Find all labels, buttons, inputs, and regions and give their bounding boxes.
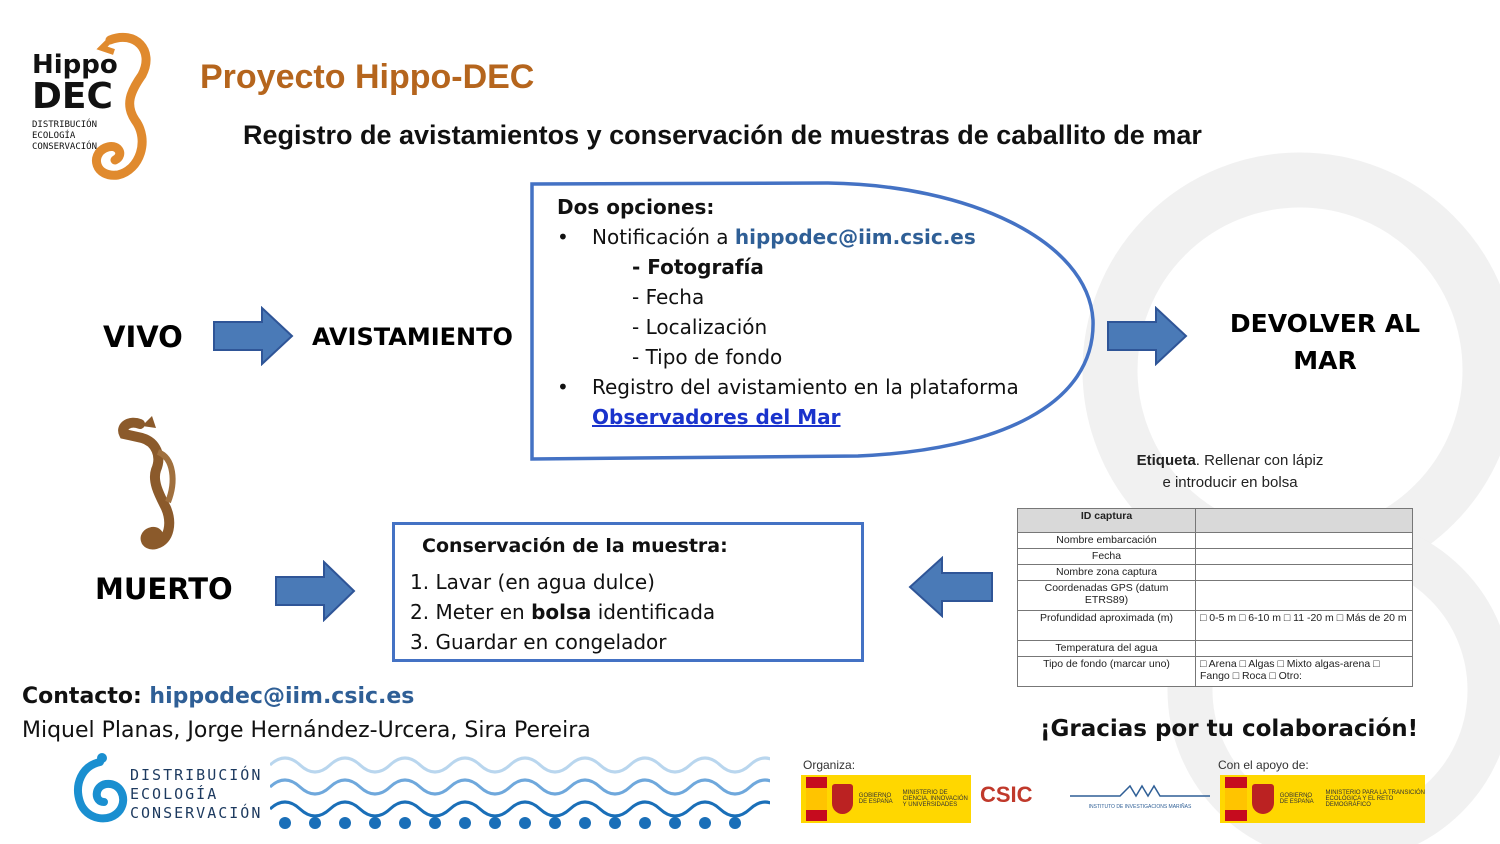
iim-wave-icon <box>1070 782 1210 800</box>
conservation-steps <box>410 567 715 657</box>
option-item: - Fotografía <box>632 255 764 279</box>
label-caption-line <box>1110 450 1350 472</box>
table-row <box>1018 581 1413 611</box>
iim-name: INSTITUTO DE INVESTIGACIONS MARIÑAS <box>1088 804 1192 810</box>
form-value <box>1196 581 1413 611</box>
notification-prefix: Notificación a <box>592 225 735 249</box>
bullet: • <box>557 375 569 399</box>
form-value <box>1196 641 1413 657</box>
coat-of-arms-icon <box>1252 784 1274 814</box>
waves-decoration <box>270 745 770 830</box>
logo-sub-line: ECOLOGÍA <box>32 131 76 141</box>
form-key: Profundidad aproximada (m) <box>1018 611 1196 641</box>
conservation-box <box>392 522 864 662</box>
step-bold: bolsa <box>531 600 592 624</box>
conservation-title: Conservación de la muestra: <box>422 535 728 557</box>
option-item: - Localización <box>632 315 768 339</box>
form-key: ID captura <box>1018 509 1196 533</box>
form-key: Tipo de fondo (marcar uno) <box>1018 657 1196 687</box>
ddc-logo-text <box>130 766 262 823</box>
form-key: Temperatura del agua <box>1018 641 1196 657</box>
arrow-right-icon <box>212 306 294 366</box>
ddc-line: ECOLOGÍA <box>130 785 219 803</box>
spain-flag-icon <box>806 777 827 821</box>
contact-label: Contacto: <box>22 684 150 709</box>
table-row <box>1018 657 1413 687</box>
conservation-step <box>410 597 715 627</box>
thanks-message: ¡Gracias por tu colaboración! <box>1040 716 1419 742</box>
contact-authors: Miquel Planas, Jorge Hernández-Urcera, Sira Pereira <box>22 718 591 743</box>
options-heading: Dos opciones: <box>557 195 715 219</box>
ddc-line: DISTRIBUCIÓN <box>130 766 263 784</box>
hippodec-logo <box>30 30 155 180</box>
contact-line <box>22 680 591 714</box>
table-row <box>1018 533 1413 549</box>
form-value: □ 0-5 m □ 6-10 m □ 11 -20 m □ Más de 20 m <box>1196 611 1413 641</box>
devolver-line: DEVOLVER AL <box>1229 309 1421 338</box>
observadores-del-mar-link[interactable]: Observadores del Mar <box>592 405 841 429</box>
label-vivo: VIVO <box>103 320 183 354</box>
form-key: Coordenadas GPS (datum ETRS89) <box>1018 581 1196 611</box>
logo-word-hippo: Hippo <box>32 50 118 80</box>
conservation-step: 1. Lavar (en agua dulce) <box>410 570 655 594</box>
ddc-line: CONSERVACIÓN <box>130 804 263 822</box>
contact-block <box>22 680 591 748</box>
step-text: identificada <box>591 600 716 624</box>
label-form-table <box>1017 508 1413 687</box>
gobierno-ciencia-logo <box>801 775 971 823</box>
form-value: □ Arena □ Algas □ Mixto algas-arena □ Fango □ Roca □ Otro: <box>1196 657 1413 687</box>
table-row <box>1018 641 1413 657</box>
gobierno-transicion-logo <box>1220 775 1425 823</box>
conservation-step: 3. Guardar en congelador <box>410 630 667 654</box>
label-caption <box>1110 450 1350 494</box>
label-caption-line: e introducir en bolsa <box>1162 474 1298 491</box>
caption-bold: Etiqueta <box>1136 452 1196 469</box>
options-panel <box>557 192 1019 432</box>
form-value <box>1196 565 1413 581</box>
label-muerto: MUERTO <box>95 572 233 606</box>
gov-ministry: MINISTERIO PARA LA TRANSICIÓN ECOLÓGICA Y EL RETO DEMOGRÁFICO <box>1325 790 1425 808</box>
form-key: Nombre embarcación <box>1018 533 1196 549</box>
spain-flag-icon <box>1225 777 1247 821</box>
csic-logo: CSIC <box>980 782 1033 807</box>
form-key: Fecha <box>1018 549 1196 565</box>
logo-sub-line: DISTRIBUCIÓN <box>32 120 98 130</box>
seahorse-icon <box>112 412 192 552</box>
option-item: - Tipo de fondo <box>632 345 783 369</box>
registro-text: Registro del avistamiento en la plataforma <box>592 375 1019 399</box>
option-item: - Fecha <box>632 285 705 309</box>
table-row <box>1018 565 1413 581</box>
coat-of-arms-icon <box>832 784 853 814</box>
form-value <box>1196 509 1413 533</box>
arrow-right-icon <box>1106 306 1188 366</box>
bullet: • <box>557 225 569 249</box>
iim-logo <box>1070 782 1210 812</box>
arrow-left-icon <box>908 556 994 618</box>
form-value <box>1196 549 1413 565</box>
gov-name: GOBIERNO DE ESPAÑA <box>1279 793 1314 805</box>
logo-word-dec: DEC <box>32 76 113 117</box>
gov-ministry: MINISTERIO DE CIENCIA, INNOVACIÓN Y UNIVERSIDADES <box>902 790 968 808</box>
gov-name: GOBIERNO DE ESPAÑA <box>858 793 893 805</box>
page-title: Proyecto Hippo-DEC <box>200 58 535 96</box>
arrow-right-icon <box>274 560 356 622</box>
organiza-label: Organiza: <box>803 758 856 772</box>
table-row <box>1018 549 1413 565</box>
apoyo-label: Con el apoyo de: <box>1218 758 1309 772</box>
logo-sub-line: CONSERVACIÓN <box>32 142 98 152</box>
contact-email-link[interactable]: hippodec@iim.csic.es <box>149 684 415 709</box>
form-key: Nombre zona captura <box>1018 565 1196 581</box>
caption-text: . Rellenar con lápiz <box>1195 452 1324 469</box>
label-devolver-al-mar <box>1200 305 1450 379</box>
table-row <box>1018 509 1413 533</box>
label-avistamiento: AVISTAMIENTO <box>312 323 513 351</box>
page-subtitle: Registro de avistamientos y conservación de muestras de caballito de mar <box>243 120 1202 150</box>
table-row <box>1018 611 1413 641</box>
notification-email-link[interactable]: hippodec@iim.csic.es <box>734 225 976 249</box>
form-value <box>1196 533 1413 549</box>
devolver-line: MAR <box>1293 346 1357 375</box>
ddc-spiral-icon <box>70 752 128 830</box>
step-text: 2. Meter en <box>410 600 532 624</box>
